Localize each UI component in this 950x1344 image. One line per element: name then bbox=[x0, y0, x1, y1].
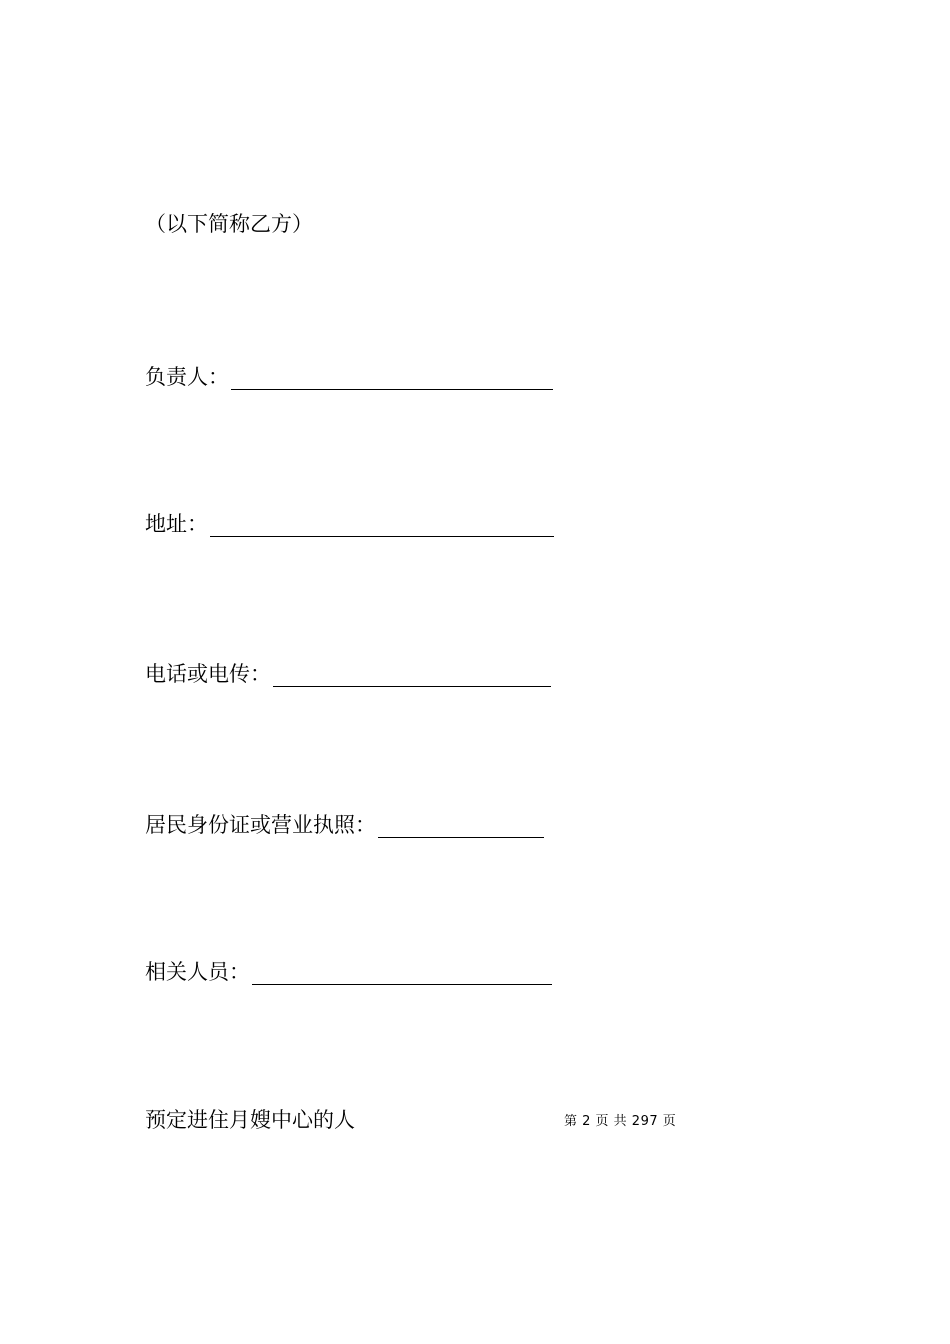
fill-in-blank bbox=[252, 964, 552, 985]
fill-in-blank bbox=[378, 817, 544, 838]
footer-text: 预定进住月嫂中心的人 bbox=[145, 1108, 355, 1132]
fill-in-blank bbox=[231, 369, 553, 390]
field-label: 地址： bbox=[145, 512, 208, 536]
party-b-note: （以下简称乙方） bbox=[145, 212, 313, 236]
form-field-related-persons bbox=[145, 955, 552, 985]
form-field-phone-fax bbox=[145, 657, 551, 687]
field-label: 相关人员： bbox=[145, 960, 250, 984]
fill-in-blank bbox=[273, 666, 551, 687]
form-field-id-or-license bbox=[145, 808, 544, 838]
page-number: 第 2 页 共 297 页 bbox=[564, 1114, 677, 1129]
field-label: 电话或电传： bbox=[145, 662, 271, 686]
form-field-responsible-person bbox=[145, 360, 553, 390]
form-field-address bbox=[145, 507, 554, 537]
fill-in-blank bbox=[210, 516, 554, 537]
field-label: 负责人： bbox=[145, 365, 229, 389]
field-label: 居民身份证或营业执照： bbox=[145, 813, 376, 837]
